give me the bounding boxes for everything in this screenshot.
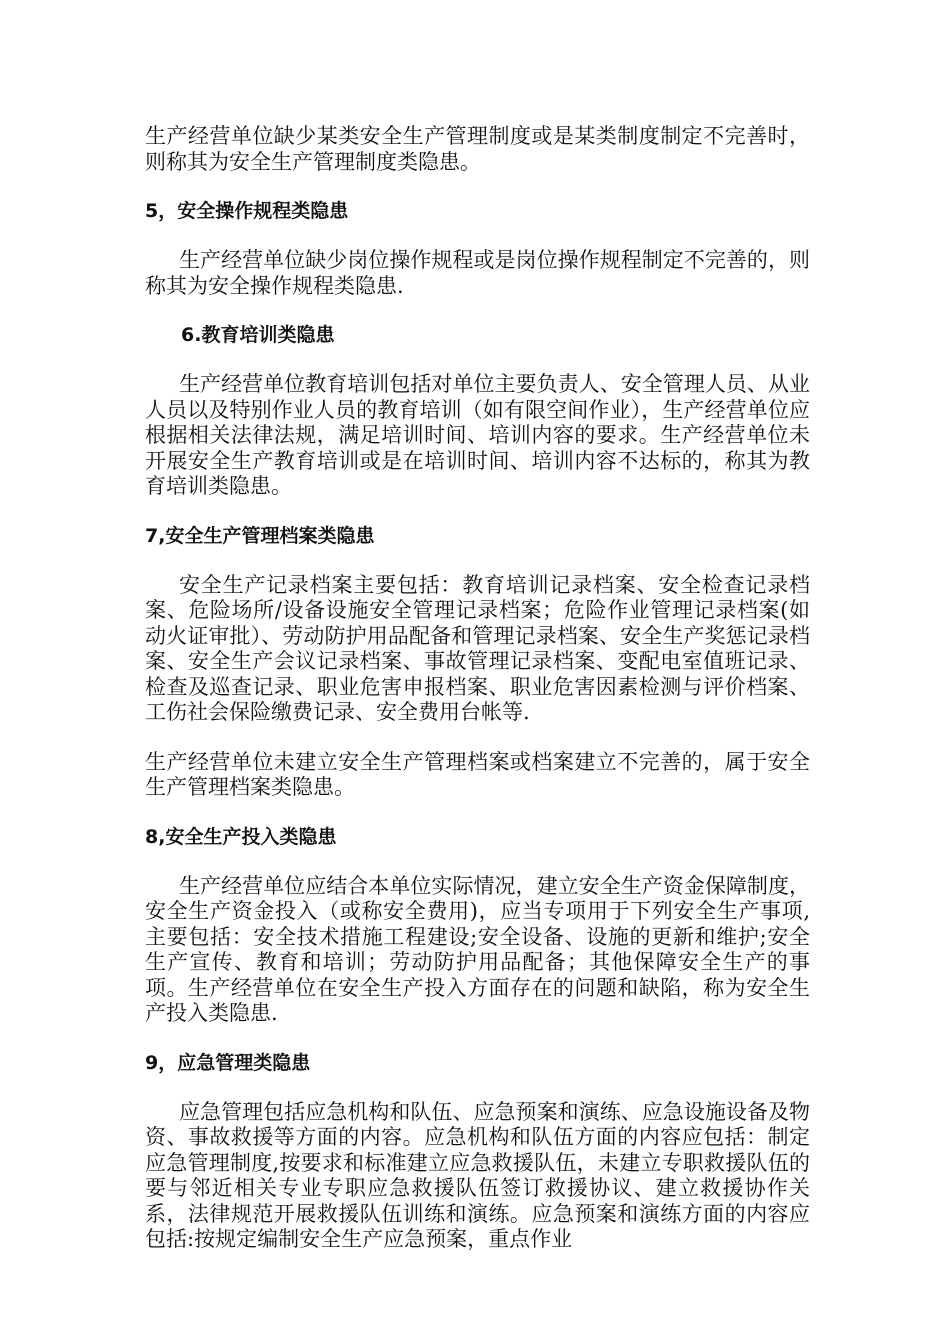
document-body (145, 124, 810, 1253)
section-5-paragraph: 生产经营单位缺少岗位操作规程或是岗位操作规程制定不完善的，则称其为安全操作规程类隐患. (145, 248, 810, 298)
section-9-paragraph: 应急管理包括应急机构和队伍、应急预案和演练、应急设施设备及物资、事故救援等方面的内容。应急机构和队伍方面的内容应包括：制定应急管理制度,按要求和标准建立应急救援队伍，未建立专职救援队伍的要与邻近相关专业专职应急救援队伍签订救援协议、建立救援协作关系，法律规范开展救援队伍训练和演练。应急预案和演练方面的内容应包括:按规定编制安全生产应急预案，重点作业 (145, 1099, 810, 1251)
section-9-heading: 9，应急管理类隐患 (145, 1051, 311, 1074)
section-8-paragraph: 生产经营单位应结合本单位实际情况，建立安全生产资金保障制度，安全生产资金投入（或称安全费用)，应当专项用于下列安全生产事项,主要包括：安全技术措施工程建设;安全设备、设施的更新和维护;安全生产宣传、教育和培训；劳动防护用品配备；其他保障安全生产的事项。生产经营单位在安全生产投入方面存在的问题和缺陷，称为安全生产投入类隐患. (145, 873, 810, 1025)
section-6-paragraph: 生产经营单位教育培训包括对单位主要负责人、安全管理人员、从业人员以及特别作业人员的教育培训（如有限空间作业），生产经营单位应根据相关法律法规，满足培训时间、培训内容的要求。生产经营单位未开展安全生产教育培训或是在培训时间、培训内容不达标的，称其为教育培训类隐患。 (145, 372, 810, 498)
section-5-heading: 5，安全操作规程类隐患 (145, 200, 349, 222)
section-7-paragraph-1: 安全生产记录档案主要包括：教育培训记录档案、安全检查记录档案、危险场所/设备设施安全管理记录档案；危险作业管理记录档案(如动火证审批）、劳动防护用品配备和管理记录档案、安全生产奖惩记录档案、安全生产会议记录档案、事故管理记录档案、变配电室值班记录、检查及巡查记录、职业危害申报档案、职业危害因素检测与评价档案、工伤社会保险缴费记录、安全费用台帐等. (145, 572, 810, 724)
section-7-heading: 7,安全生产管理档案类隐患 (145, 524, 375, 547)
section-8-heading: 8,安全生产投入类隐患 (145, 825, 337, 848)
section-6-heading: 6.教育培训类隐患 (181, 324, 335, 346)
section-7-paragraph-2: 生产经营单位未建立安全生产管理档案或档案建立不完善的，属于安全生产管理档案类隐患。 (145, 749, 810, 799)
intro-paragraph: 生产经营单位缺少某类安全生产管理制度或是某类制度制定不完善时，则称其为安全生产管理制度类隐患。 (145, 124, 810, 174)
